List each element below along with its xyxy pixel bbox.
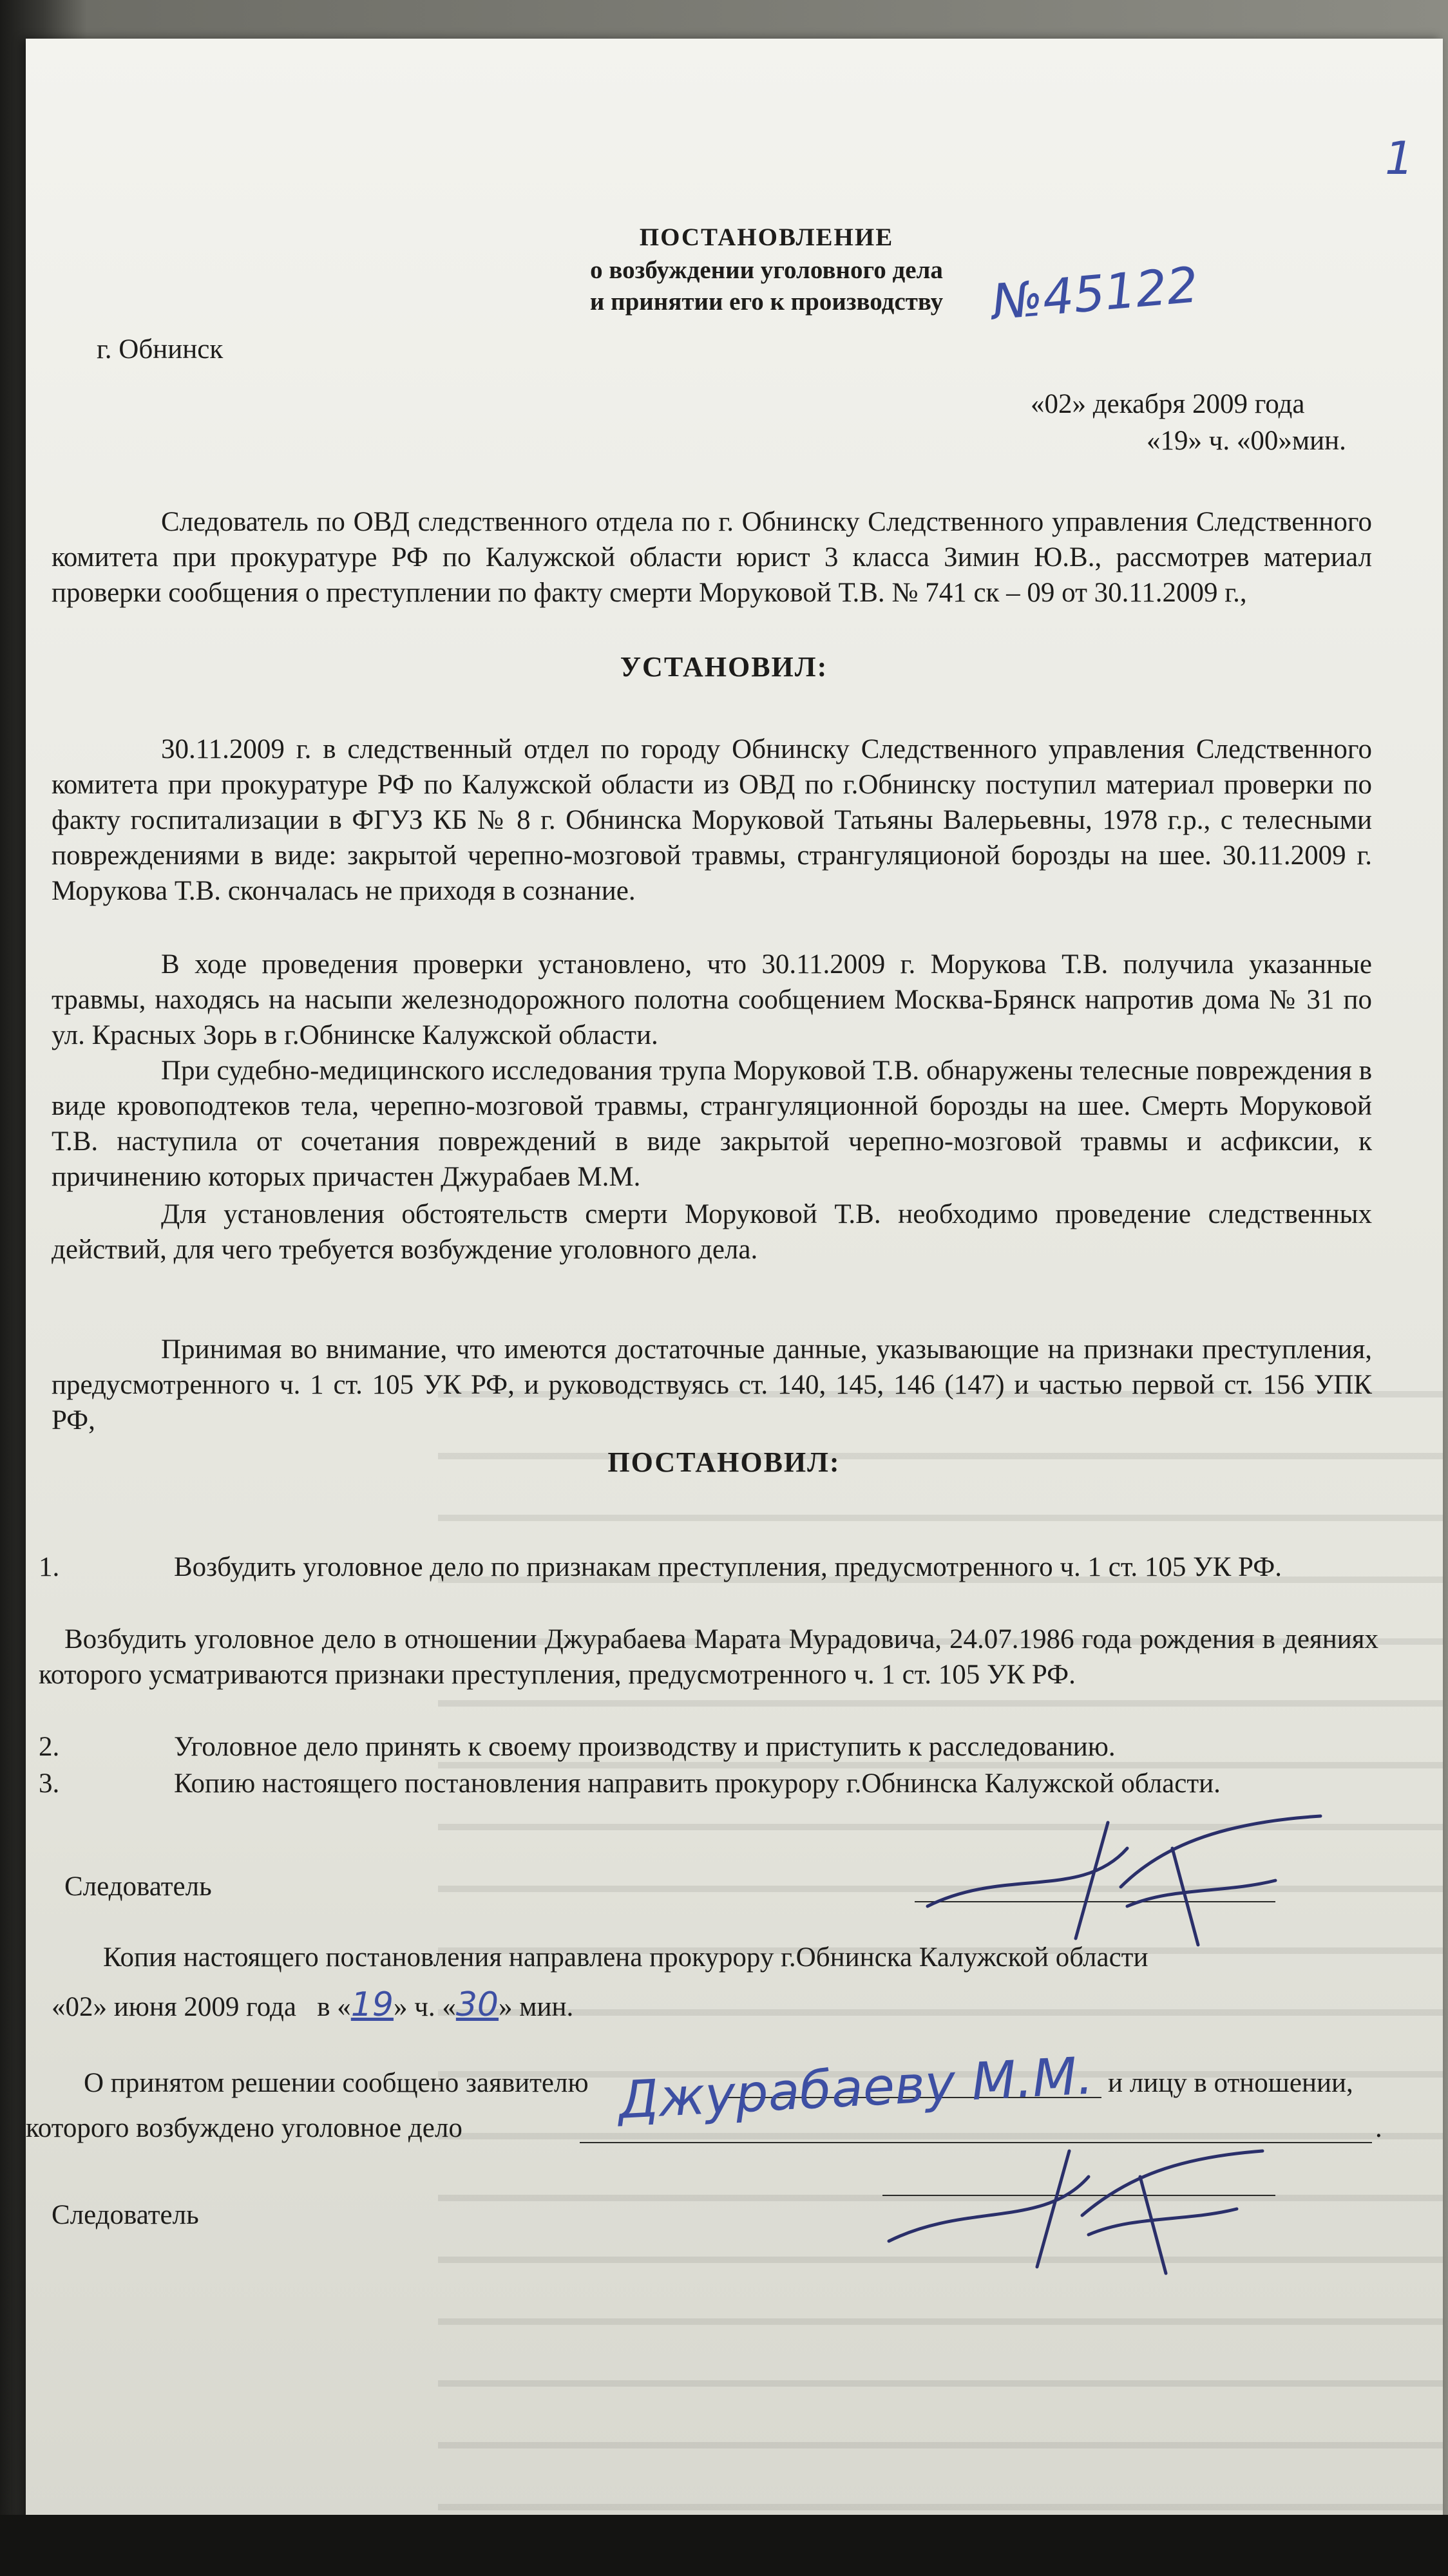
city: г. Обнинск xyxy=(97,334,224,365)
item-2-number: 2. xyxy=(39,1732,60,1762)
considering-paragraph: Принимая во внимание, что имеются достаточные данные, указывающие на признаки преступления, предусмотренного ч. 1 ст. 105 УК РФ, и руководствуясь ст. 140, 145, 146 (147) и частью первой ст. 156 УПК РФ, xyxy=(52,1334,1372,1435)
item-2-text: Уголовное дело принять к своему производству и приступить к расследованию. xyxy=(174,1732,1116,1762)
investigator-signature-2 xyxy=(876,2132,1301,2280)
subtitle-line-2: и принятии его к производству xyxy=(589,288,944,316)
notified-end: . xyxy=(1375,2113,1382,2143)
suspect-name-handwritten: Джурабаеву М.М. xyxy=(616,2045,1095,2130)
item-3-number: 3. xyxy=(39,1768,60,1799)
item-1-number: 1. xyxy=(39,1552,60,1582)
table-surface xyxy=(0,2515,1448,2576)
established-paragraph-1: 30.11.2009 г. в следственный отдел по городу Обнинску Следственного управления Следственного комитета при прокуратуре РФ по Калужской области из ОВД по г.Обнинску поступил материал проверки по факту госпитализации в ФГУЗ КБ № 8 г. Обнинска Моруковой Татьяны Валерьевны, 1978 г.р., с телесными повреждениями в виде: закрытой черепно-мозговой травмы, странгуляционой борозды на шее. 30.11.2009 г. Морукова Т.В. скончалась не приходя в сознание. xyxy=(52,734,1372,906)
copy-sent-date xyxy=(52,1985,573,2024)
copy-hour: 19 xyxy=(350,1985,394,2024)
intro-paragraph: Следователь по ОВД следственного отдела по г. Обнинску Следственного управления Следственного комитета при прокуратуре РФ по Калужской области юрист 3 класса Зимин Ю.В., рассмотрев материал проверки сообщения о преступлении по факту смерти Моруковой Т.В. № 741 ск – 09 от 30.11.2009 г., xyxy=(52,507,1372,608)
copy-date-minutes: » мин. xyxy=(499,1992,574,2022)
notified-line-3: которого возбуждено уголовное дело xyxy=(26,2113,462,2143)
notified-line-2: и лицу в отношении, xyxy=(1108,2068,1353,2098)
established-paragraph-3: При судебно-медицинского исследования трупа Моруковой Т.В. обнаружены телесные повреждения в виде кровоподтеков тела, черепно-мозговой травмы, странгуляционной борозды на шее. Смерть Моруковой Т.В. наступила от сочетания повреждений в виде закрытой черепно-мозговой травмы и асфиксии, к причинению которых причастен Джурабаев М.М. xyxy=(52,1056,1372,1192)
subtitle-line-1: о возбуждении уголовного дела xyxy=(590,256,943,284)
document-title: ПОСТАНОВЛЕНИЕ xyxy=(639,223,894,251)
established-paragraph-2: В ходе проведения проверки установлено, что 30.11.2009 г. Морукова Т.В. получила указанные травмы, находясь на насыпи железнодорожного полотна сообщением Москва-Брянск напротив дома № 31 по ул. Красных Зорь в г.Обнинске Калужской области. xyxy=(52,949,1372,1050)
document-time: «19» ч. «00»мин. xyxy=(1147,426,1346,456)
document-date: «02» декабря 2009 года xyxy=(1031,389,1305,419)
copy-sent-line: Копия настоящего постановления направлена прокурору г.Обнинска Калужской области xyxy=(103,1942,1148,1973)
item-1-text: Возбудить уголовное дело по признакам преступления, предусмотренного ч. 1 ст. 105 УК РФ. xyxy=(174,1552,1282,1582)
copy-date-hours: » ч. « xyxy=(393,1992,456,2022)
copy-date-in: в « xyxy=(317,1992,351,2022)
page-number: 1 xyxy=(1385,132,1414,185)
document-subtitle xyxy=(490,254,1043,317)
case-number: №45122 xyxy=(989,256,1201,331)
resolution-item-3 xyxy=(39,1766,1378,1801)
investigator-signature xyxy=(915,1810,1340,1951)
heading-resolved: ПОСТАНОВИЛ: xyxy=(607,1446,841,1478)
copy-date-day: «02» июня 2009 года xyxy=(52,1992,296,2022)
resolution-item-1-extra: Возбудить уголовное дело в отношении Джурабаева Марата Мурадовича, 24.07.1986 года рождения в деяниях которого усматриваются признаки преступления, предусмотренного ч. 1 ст. 105 УК РФ. xyxy=(39,1624,1378,1690)
notified-line-1: О принятом решении сообщено заявителю xyxy=(84,2068,589,2098)
investigator-label-2: Следователь xyxy=(52,2200,199,2230)
resolution-item-2 xyxy=(39,1729,1378,1765)
item-3-text: Копию настоящего постановления направить прокурору г.Обнинска Калужской области. xyxy=(174,1768,1221,1799)
investigator-label: Следователь xyxy=(64,1871,212,1902)
heading-established: УСТАНОВИЛ: xyxy=(620,651,828,683)
copy-minute: 30 xyxy=(455,1985,499,2024)
established-paragraph-4: Для установления обстоятельств смерти Моруковой Т.В. необходимо проведение следственных действий, для чего требуется возбуждение уголовного дела. xyxy=(52,1199,1372,1265)
resolution-item-1 xyxy=(39,1549,1378,1585)
